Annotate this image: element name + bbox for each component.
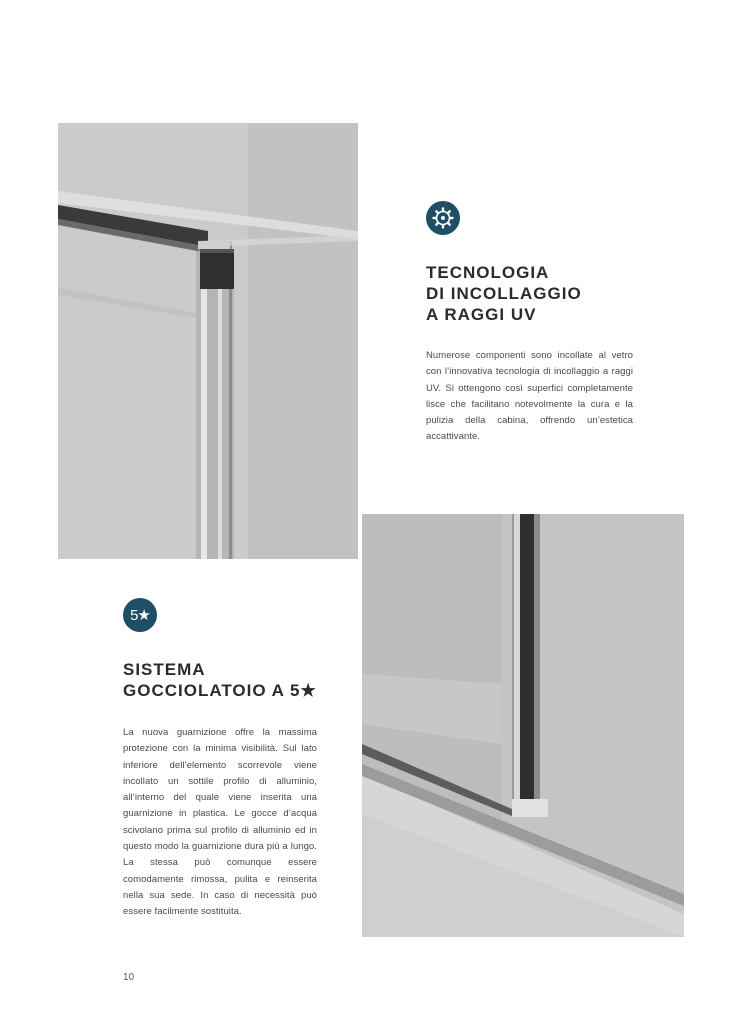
photo-top-illustration [58,123,358,559]
gear-icon [432,207,454,229]
uv-technology-badge [426,201,460,235]
uv-title-line-2: DI INCOLLAGGIO [426,284,582,303]
drip-title-line-2: GOCCIOLATOIO A 5★ [123,681,317,700]
uv-section-title [426,262,582,325]
page-number: 10 [123,972,135,983]
uv-title-line-3: A RAGGI UV [426,305,537,324]
photo-shower-top-rail [58,123,358,559]
drip-title-line-1: SISTEMA [123,660,206,679]
photo-shower-bottom-profile [362,514,684,937]
drip-section-body: La nuova guarnizione offre la massima protezione con la minima visibilità. Sul lato inferiore dell’elemento scorrevole viene incollato un sottile profilo di alluminio, all’interno del quale viene inserita una guarnizione in plastica. Le gocce d’acqua scivolano prima sul profilo di alluminio ed in questo modo la guarnizione dura più a lungo. La stessa può comunque essere comodamente rimossa, pulita e reinserita nella sua sede. In caso di necessità può essere facilmente sostituita. [123,727,317,918]
five-star-badge: 5★ [123,598,157,632]
drip-section-title [123,659,317,701]
photo-bottom-illustration [362,514,684,937]
uv-title-line-1: TECNOLOGIA [426,263,550,282]
uv-section-body: Numerose componenti sono incollate al vetro con l’innovativa tecnologia di incollaggio a raggi UV. Si ottengono così superfici completamente lisce che facilitano notevolmente la cura e la pulizia della cabina, offrendo un’estetica accattivante. [426,350,633,443]
